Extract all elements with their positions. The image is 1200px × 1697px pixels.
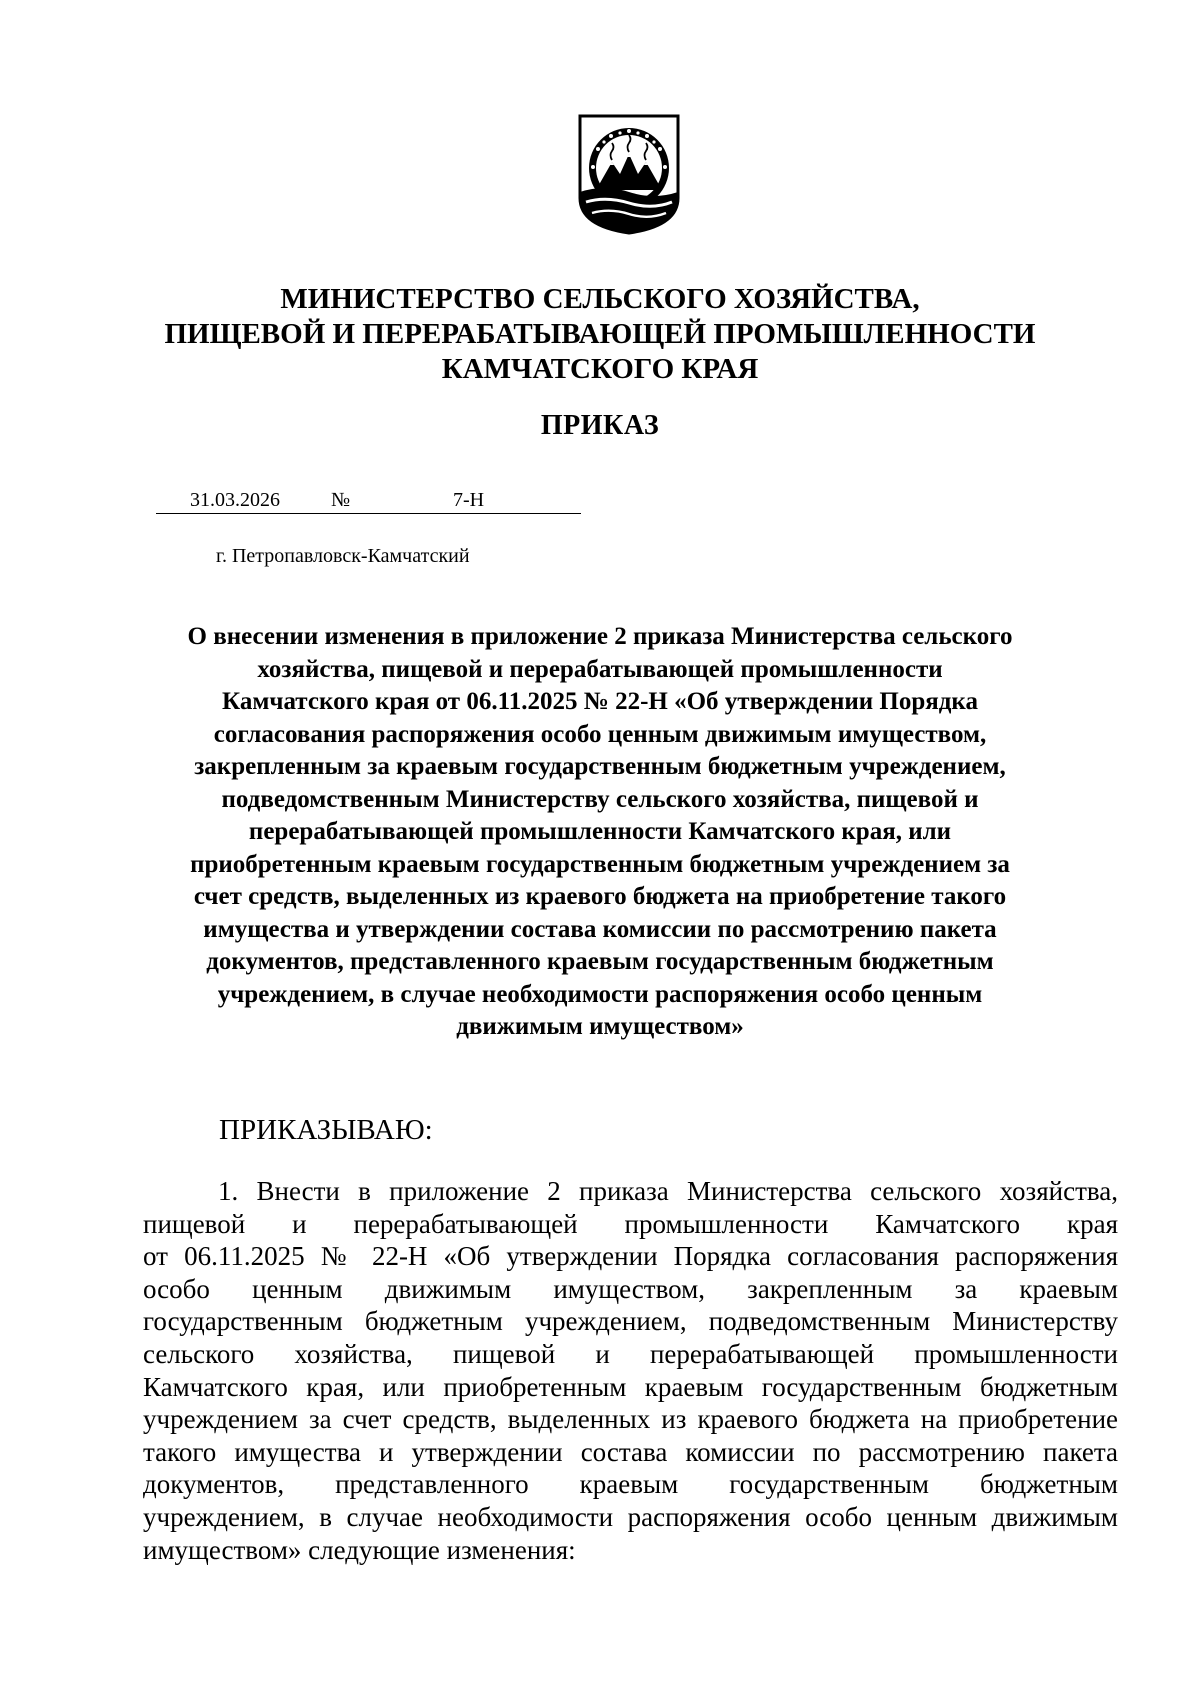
document-number: 7-Н: [453, 489, 485, 511]
paragraph-line: государственным бюджетным учреждением, подведомственным Министерству: [143, 1306, 1118, 1337]
paragraph-line: 1. Внести в приложение 2 приказа Министерства сельского хозяйства,: [218, 1176, 1118, 1206]
subject-line: подведомственным Министерству сельского хозяйства, пищевой и: [221, 785, 979, 813]
ministry-line: КАМЧАТСКОГО КРАЯ: [441, 353, 759, 385]
subject-line: согласования распоряжения особо ценным движимым имуществом,: [213, 720, 987, 748]
number-sign: №: [331, 489, 351, 511]
kamchatka-coat-of-arms-icon: [576, 112, 682, 236]
paragraph-line: учреждением за счет средств, выделенных из краевого бюджета на приобретение: [143, 1404, 1118, 1435]
document-date: 31.03.2026: [190, 489, 280, 511]
paragraph-line: такого имущества и утверждении состава комиссии по рассмотрению пакета: [143, 1436, 1118, 1467]
document-subject: [100, 621, 1100, 1044]
subject-line: О внесении изменения в приложение 2 приказа Министерства сельского: [187, 623, 1013, 650]
paragraph-line: документов, представленного краевым государственным бюджетным: [143, 1469, 1118, 1500]
paragraph-line: учреждением, в случае необходимости распоряжения особо ценным движимым: [143, 1501, 1118, 1532]
paragraph-line: сельского хозяйства, пищевой и перерабатывающей промышленности: [143, 1338, 1118, 1369]
underline-rule: [156, 513, 581, 514]
order-word: ПРИКАЗЫВАЮ:: [219, 1114, 433, 1146]
ministry-line: МИНИСТЕРСТВО СЕЛЬСКОГО ХОЗЯЙСТВА,: [280, 283, 920, 315]
subject-line: движимым имуществом»: [456, 1013, 744, 1040]
document-type: ПРИКАЗ: [540, 410, 660, 441]
subject-line: учреждением, в случае необходимости распоряжения особо ценным: [217, 980, 983, 1008]
paragraph-line: пищевой и перерабатывающей промышленности Камчатского края: [143, 1208, 1118, 1239]
subject-line: счет средств, выделенных из краевого бюджета на приобретение такого: [193, 883, 1007, 910]
subject-line: перерабатывающей промышленности Камчатского края, или: [248, 818, 952, 845]
paragraph-line: имуществом» следующие изменения:: [143, 1534, 576, 1565]
subject-line: приобретенным краевым государственным бюджетным учреждением за: [190, 850, 1010, 878]
paragraph-line: Камчатского края, или приобретенным краевым государственным бюджетным: [143, 1371, 1118, 1402]
ministry-line: ПИЩЕВОЙ И ПЕРЕРАБАТЫВАЮЩЕЙ ПРОМЫШЛЕННОСТИ: [164, 318, 1036, 350]
date-number-line: [156, 489, 581, 519]
paragraph-line: особо ценным движимым имуществом, закрепленным за краевым: [143, 1273, 1118, 1304]
subject-line: Камчатского края от 06.11.2025 № 22-Н «Об утверждении Порядка: [222, 688, 978, 715]
subject-line: закрепленным за краевым государственным бюджетным учреждением,: [194, 753, 1006, 780]
paragraph-line: от 06.11.2025 № 22-Н «Об утверждении Порядка согласования распоряжения: [143, 1241, 1118, 1272]
subject-line: имущества и утверждении состава комиссии по рассмотрению пакета: [203, 915, 997, 943]
subject-line: документов, представленного краевым государственным бюджетным: [206, 948, 994, 975]
city: г. Петропавловск-Камчатский: [216, 545, 470, 567]
paragraph-1: [143, 1175, 1118, 1566]
ministry-name: [0, 282, 1200, 387]
subject-line: хозяйства, пищевой и перерабатывающей промышленности: [257, 655, 943, 683]
